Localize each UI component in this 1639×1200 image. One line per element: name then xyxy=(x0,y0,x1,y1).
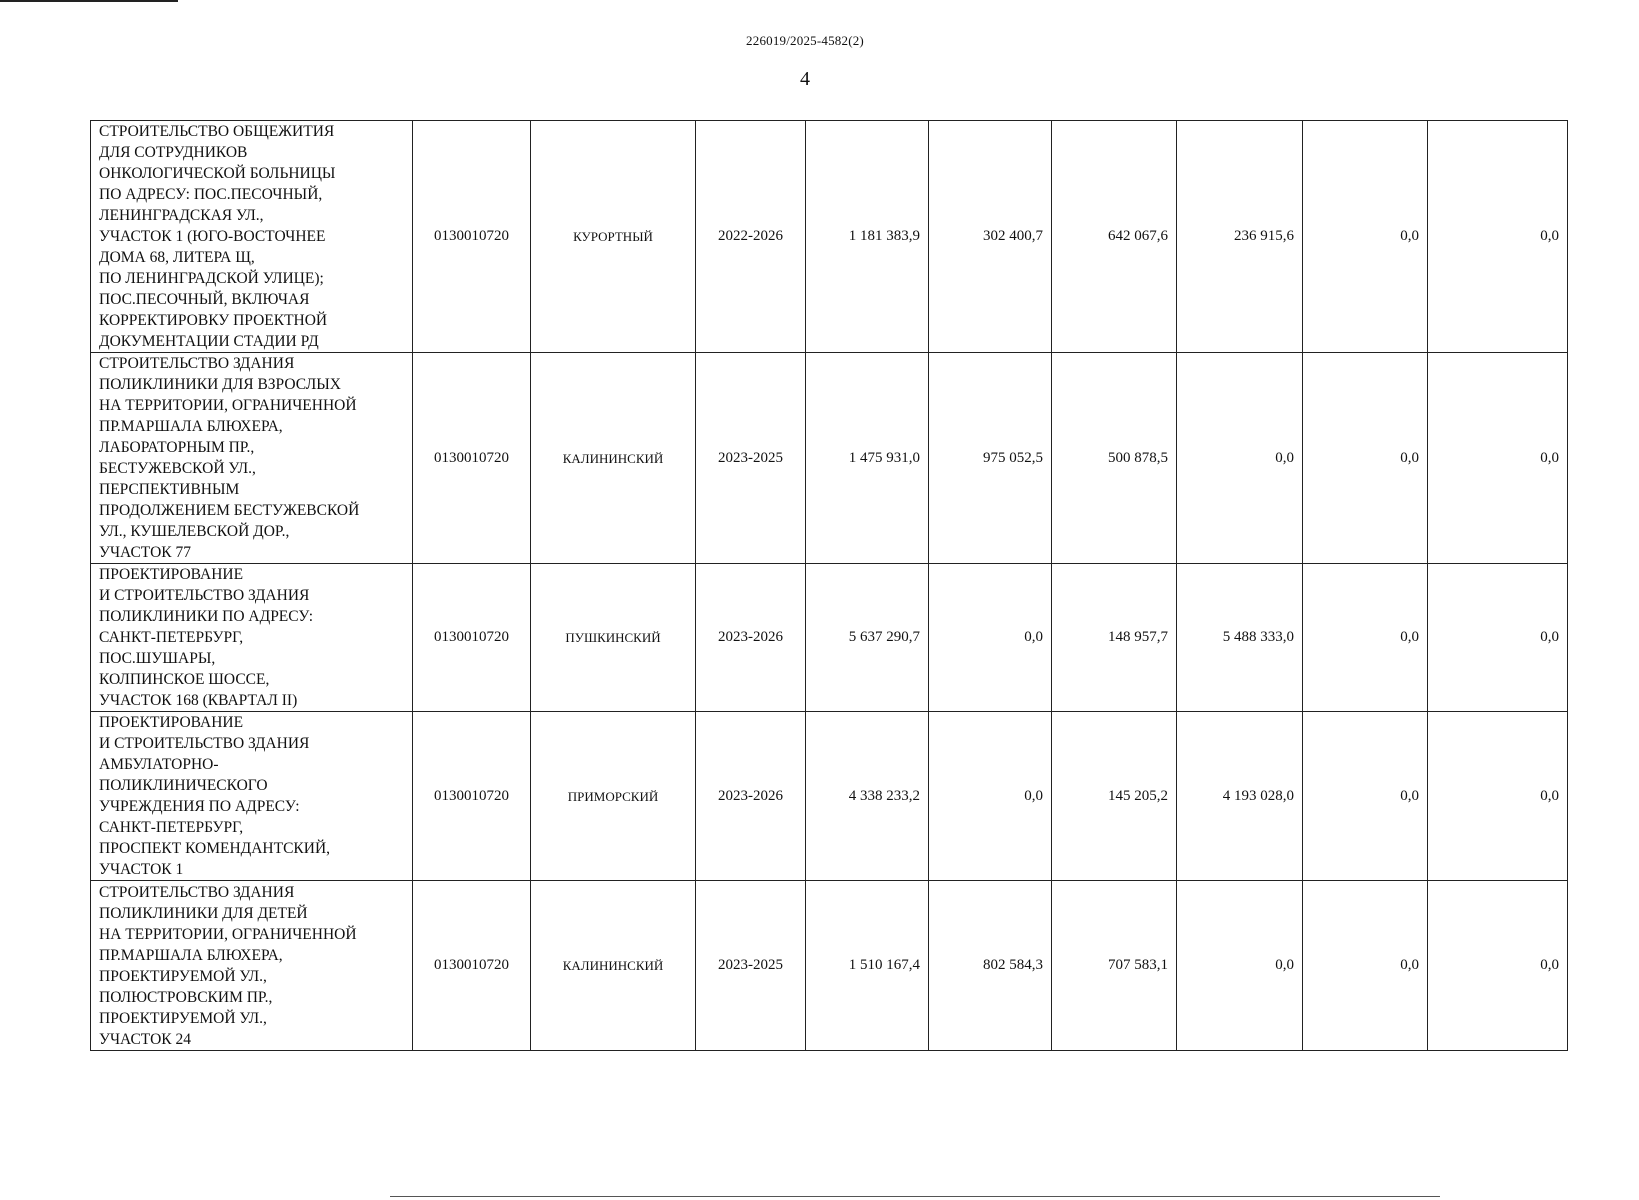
value-cell: 0,0 xyxy=(1177,881,1303,1051)
table-row xyxy=(91,121,1568,353)
value-cell: 0,0 xyxy=(1428,712,1568,881)
value-cell: 0,0 xyxy=(929,564,1052,712)
value-cell: 500 878,5 xyxy=(1052,353,1177,564)
object-name: СТРОИТЕЛЬСТВО ОБЩЕЖИТИЯ ДЛЯ СОТРУДНИКОВ ОНКОЛОГИЧЕСКОЙ БОЛЬНИЦЫ ПО АДРЕСУ: ПОС.ПЕСОЧНЫЙ, ЛЕНИНГРАДСКАЯ УЛ., УЧАСТОК 1 (ЮГО-ВОСТОЧНЕЕ ДОМА 68, ЛИТЕРА Щ, ПО ЛЕНИНГРАДСКОЙ УЛИЦЕ); ПОС.ПЕСОЧНЫЙ, ВКЛЮЧАЯ КОРРЕКТИРОВКУ ПРОЕКТНОЙ ДОКУМЕНТАЦИИ СТАДИИ РД xyxy=(99,123,336,350)
object-name-cell xyxy=(91,121,413,353)
district-cell: ПРИМОРСКИЙ xyxy=(531,712,696,881)
value-cell: 802 584,3 xyxy=(929,881,1052,1051)
object-name: СТРОИТЕЛЬСТВО ЗДАНИЯ ПОЛИКЛИНИКИ ДЛЯ ВЗРОСЛЫХ НА ТЕРРИТОРИИ, ОГРАНИЧЕННОЙ ПР.МАРШАЛА БЛЮХЕРА, ЛАБОРАТОРНЫМ ПР., БЕСТУЖЕВСКОЙ УЛ., ПЕРСПЕКТИВНЫМ ПРОДОЛЖЕНИЕМ БЕСТУЖЕВСКОЙ УЛ., КУШЕЛЕВСКОЙ ДОР., УЧАСТОК 77 xyxy=(99,355,360,561)
value-cell: 148 957,7 xyxy=(1052,564,1177,712)
value-cell: 0,0 xyxy=(1303,353,1428,564)
code-cell: 0130010720 xyxy=(413,564,531,712)
total-cell: 5 637 290,7 xyxy=(806,564,929,712)
value-cell: 4 193 028,0 xyxy=(1177,712,1303,881)
value-cell: 0,0 xyxy=(1428,353,1568,564)
value-cell: 975 052,5 xyxy=(929,353,1052,564)
district-cell: ПУШКИНСКИЙ xyxy=(531,564,696,712)
code-cell: 0130010720 xyxy=(413,353,531,564)
years-cell: 2023-2025 xyxy=(696,353,806,564)
value-cell: 0,0 xyxy=(1428,881,1568,1051)
value-cell: 145 205,2 xyxy=(1052,712,1177,881)
years-cell: 2023-2026 xyxy=(696,712,806,881)
object-name: ПРОЕКТИРОВАНИЕ И СТРОИТЕЛЬСТВО ЗДАНИЯ ПОЛИКЛИНИКИ ПО АДРЕСУ: САНКТ-ПЕТЕРБУРГ, ПОС.ШУШАРЫ, КОЛПИНСКОЕ ШОССЕ, УЧАСТОК 168 (КВАРТАЛ II) xyxy=(99,566,314,709)
years-cell: 2023-2026 xyxy=(696,564,806,712)
years-cell: 2022-2026 xyxy=(696,121,806,353)
table-row xyxy=(91,881,1568,1051)
value-cell: 707 583,1 xyxy=(1052,881,1177,1051)
object-name-cell xyxy=(91,712,413,881)
total-cell: 4 338 233,2 xyxy=(806,712,929,881)
funding-table xyxy=(90,120,1568,1051)
scan-edge-top xyxy=(0,0,178,2)
value-cell: 0,0 xyxy=(1303,564,1428,712)
value-cell: 642 067,6 xyxy=(1052,121,1177,353)
page-number: 4 xyxy=(800,68,810,90)
years-cell: 2023-2025 xyxy=(696,881,806,1051)
object-name-cell xyxy=(91,881,413,1051)
object-name-cell xyxy=(91,353,413,564)
value-cell: 0,0 xyxy=(1303,881,1428,1051)
value-cell: 0,0 xyxy=(929,712,1052,881)
district-cell: КУРОРТНЫЙ xyxy=(531,121,696,353)
code-cell: 0130010720 xyxy=(413,712,531,881)
object-name: ПРОЕКТИРОВАНИЕ И СТРОИТЕЛЬСТВО ЗДАНИЯ АМБУЛАТОРНО- ПОЛИКЛИНИЧЕСКОГО УЧРЕЖДЕНИЯ ПО АДРЕСУ: САНКТ-ПЕТЕРБУРГ, ПРОСПЕКТ КОМЕНДАНТСКИЙ, УЧАСТОК 1 xyxy=(99,714,331,878)
value-cell: 0,0 xyxy=(1177,353,1303,564)
district-cell: КАЛИНИНСКИЙ xyxy=(531,881,696,1051)
scan-edge-bottom xyxy=(390,1196,1440,1197)
object-name: СТРОИТЕЛЬСТВО ЗДАНИЯ ПОЛИКЛИНИКИ ДЛЯ ДЕТЕЙ НА ТЕРРИТОРИИ, ОГРАНИЧЕННОЙ ПР.МАРШАЛА БЛЮХЕРА, ПРОЕКТИРУЕМОЙ УЛ., ПОЛЮСТРОВСКИМ ПР., ПРОЕКТИРУЕМОЙ УЛ., УЧАСТОК 24 xyxy=(99,883,357,1048)
value-cell: 0,0 xyxy=(1428,121,1568,353)
code-cell: 0130010720 xyxy=(413,881,531,1051)
value-cell: 5 488 333,0 xyxy=(1177,564,1303,712)
value-cell: 0,0 xyxy=(1303,121,1428,353)
total-cell: 1 475 931,0 xyxy=(806,353,929,564)
value-cell: 0,0 xyxy=(1303,712,1428,881)
table-row xyxy=(91,712,1568,881)
code-cell: 0130010720 xyxy=(413,121,531,353)
district-cell: КАЛИНИНСКИЙ xyxy=(531,353,696,564)
total-cell: 1 181 383,9 xyxy=(806,121,929,353)
table-row xyxy=(91,353,1568,564)
object-name-cell xyxy=(91,564,413,712)
value-cell: 0,0 xyxy=(1428,564,1568,712)
value-cell: 236 915,6 xyxy=(1177,121,1303,353)
total-cell: 1 510 167,4 xyxy=(806,881,929,1051)
document-registration-number: 226019/2025-4582(2) xyxy=(746,33,864,48)
table-row xyxy=(91,564,1568,712)
value-cell: 302 400,7 xyxy=(929,121,1052,353)
